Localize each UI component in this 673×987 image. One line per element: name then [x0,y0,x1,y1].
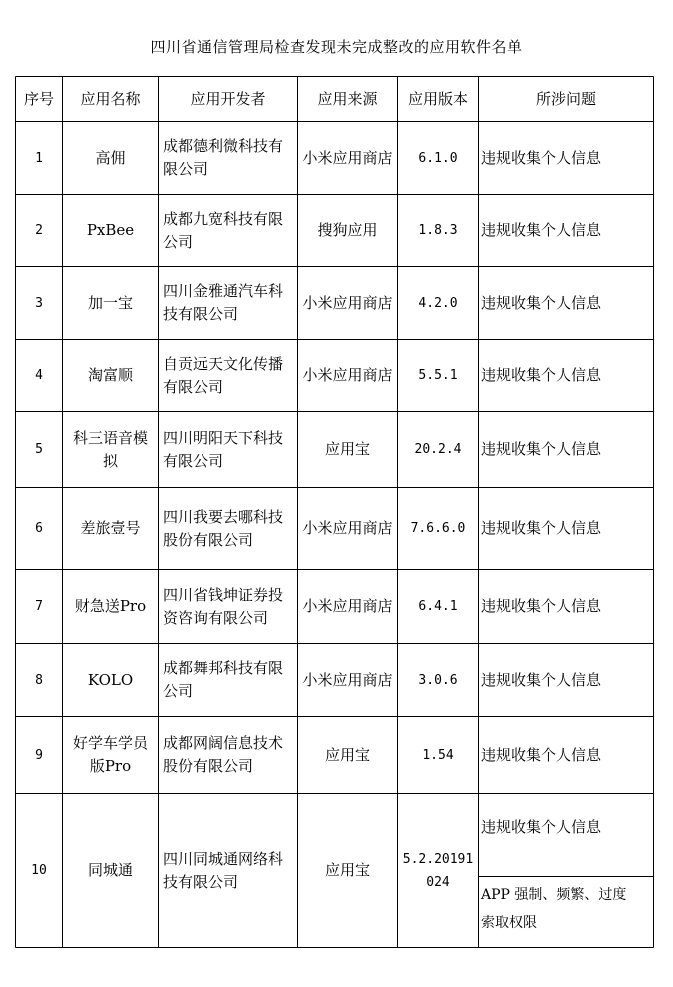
row-number: 7 [35,599,43,614]
app-source: 小米应用商店 [302,597,393,615]
header-developer: 应用开发者 [190,89,266,108]
app-version: 6.4.1 [418,599,458,614]
app-source: 小米应用商店 [302,519,393,537]
header-source: 应用来源 [317,89,378,108]
app-name: 财急送Pro [74,597,147,615]
row-number: 1 [35,150,43,166]
app-version: 6.1.0 [418,150,458,166]
app-issue: 违规收集个人信息 [481,597,602,615]
app-developer: 四川明阳天下科技 有限公司 [163,428,284,470]
app-issue: 违规收集个人信息 [481,670,602,689]
app-source: 小米应用商店 [302,293,393,312]
app-developer: 成都九宽科技有限 公司 [163,209,284,251]
app-version: 5.5.1 [418,368,458,383]
app-issue: 违规收集个人信息 [481,519,602,537]
row-number: 2 [35,223,43,238]
app-source: 搜狗应用 [317,221,378,239]
header-version: 应用版本 [407,89,468,108]
app-version: 5.2.20191 024 [402,851,474,890]
row-number: 3 [35,295,43,311]
app-name: 科三语音模 拟 [72,428,148,470]
app-issue: 违规收集个人信息 [481,148,602,167]
app-name: KOLO [87,670,134,689]
header-issues: 所涉问题 [535,89,596,108]
row-number: 9 [35,747,43,763]
app-issue: 违规收集个人信息 [481,293,602,312]
app-source: 小米应用商店 [302,148,393,167]
app-name: 高佣 [95,148,126,167]
app-issue-permissions: APP 强制、频繁、过度 索取权限 [481,887,627,931]
document-title: 四川省通信管理局检查发现未完成整改的应用软件名单 [150,38,523,56]
app-version: 3.0.6 [418,672,458,688]
app-issue: 违规收集个人信息 [481,221,602,239]
row-number: 10 [31,863,47,878]
header-app-name: 应用名称 [80,89,141,108]
app-version: 7.6.6.0 [410,521,466,536]
app-source: 应用宝 [324,861,370,879]
app-developer: 成都德利微科技有 限公司 [163,137,284,178]
app-developer: 成都舞邦科技有限 公司 [163,659,284,700]
app-developer: 四川金雅通汽车科 技有限公司 [163,282,284,323]
app-name: 加一宝 [87,293,133,312]
app-developer: 自贡远天文化传播 有限公司 [163,354,284,396]
app-version: 1.54 [422,747,454,763]
app-developer: 四川省钱坤证券投 资咨询有限公司 [163,585,284,627]
app-source: 小米应用商店 [302,670,393,689]
app-developer: 四川同城通网络科 技有限公司 [163,849,284,891]
row-number: 5 [35,442,43,457]
app-issue: 违规收集个人信息 [481,440,602,458]
row-number: 8 [35,672,43,688]
app-developer: 四川我要去哪科技 股份有限公司 [163,507,284,549]
app-source: 应用宝 [324,440,370,458]
app-name: 差旅壹号 [80,519,141,537]
app-issue: 违规收集个人信息 [481,818,602,836]
app-name: 淘富顺 [87,366,133,384]
row-number: 4 [35,368,43,383]
header-no: 序号 [23,89,54,108]
app-version: 4.2.0 [418,295,458,311]
app-name: 好学车学员 版Pro [72,734,148,775]
row-number: 6 [35,521,43,536]
app-version: 1.8.3 [418,223,458,238]
app-version: 20.2.4 [414,442,462,457]
app-name: 同城通 [87,861,133,879]
app-developer: 成都网阔信息技术 股份有限公司 [163,734,284,775]
app-source: 应用宝 [324,745,370,764]
app-issue: 违规收集个人信息 [481,366,602,384]
app-name: PxBee [86,221,135,239]
app-source: 小米应用商店 [302,366,393,384]
app-issue: 违规收集个人信息 [481,745,602,764]
